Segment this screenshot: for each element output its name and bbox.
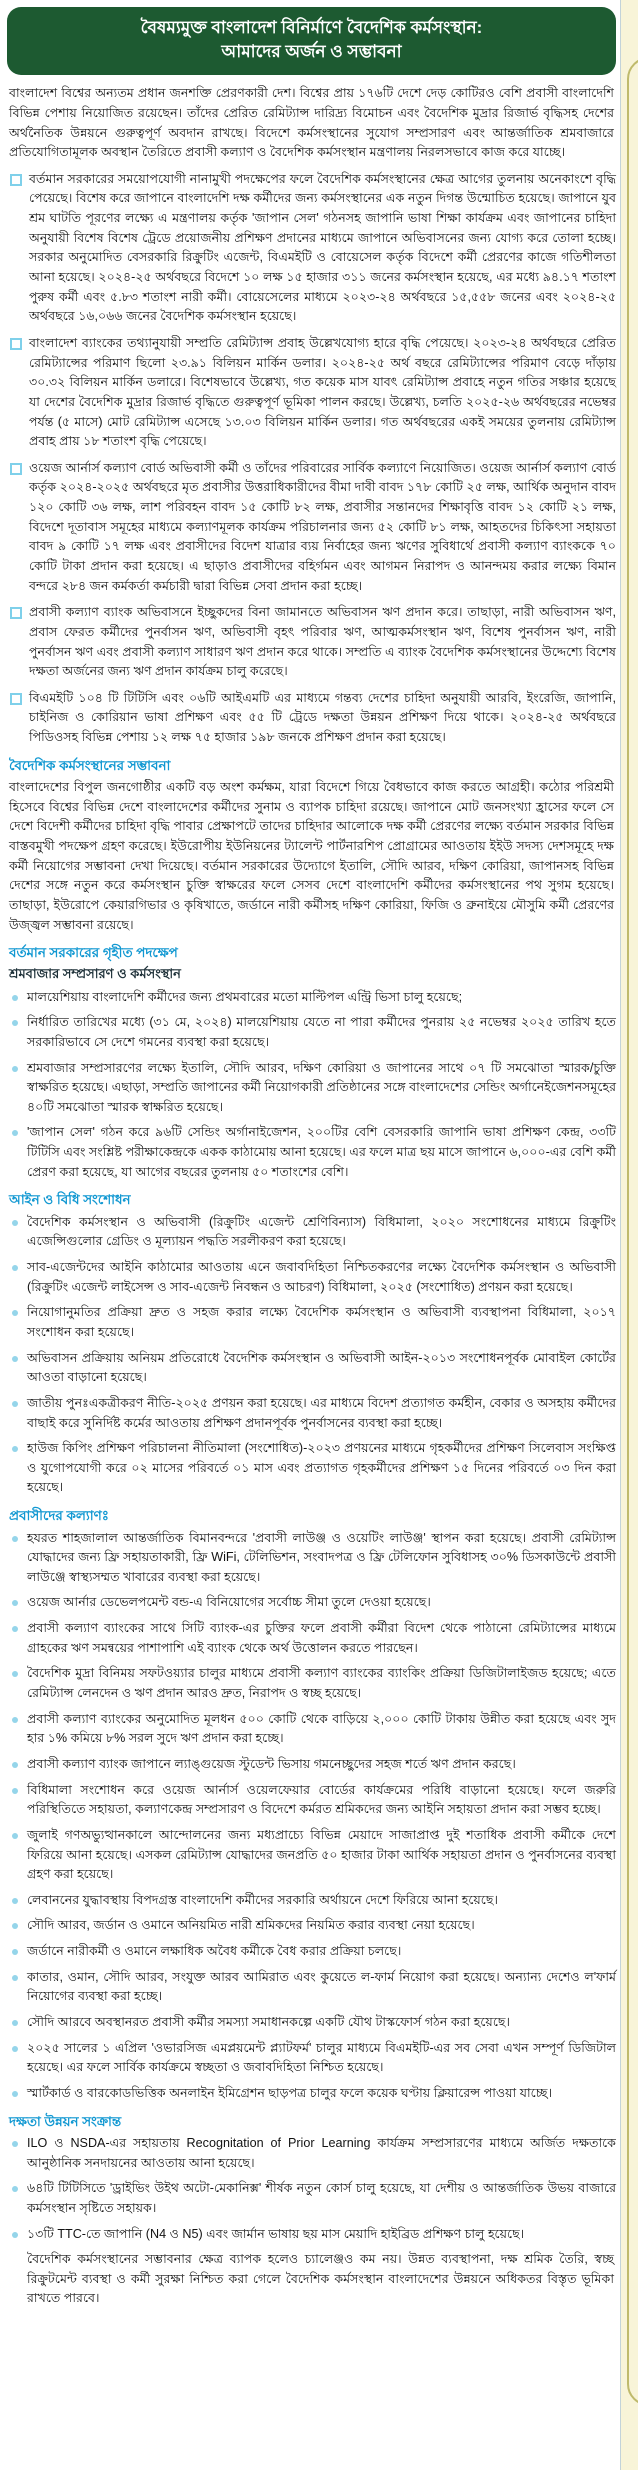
page-title: [7, 7, 616, 75]
list-item: [7, 1013, 616, 1052]
list-item: [7, 1394, 616, 1433]
square-bullet-icon: [10, 174, 22, 186]
section-heading-law-amendments: আইন ও বিধি সংশোধন: [9, 1192, 131, 1208]
dot-bullet-icon: [12, 1975, 18, 1981]
achievement-item: [7, 603, 616, 682]
achievement-text: ওয়েজ আর্নার্স কল্যাণ বোর্ড অভিবাসী কর্মী ও তাঁদের পরিবারের সার্বিক কল্যাণে নিয়োজিত। ওয়েজ আর্নার্স কল্যাণ বোর্ড কর্তৃক ২০২৪-২০২৫ অর্থবছরে মৃত প্রবাসীর উত্তরাধিকারীদের বীমা দাবী বাবদ ১৭৮ কোটি ২৫ লক্ষ, আর্থিক অনুদান বাবদ ১২০ কোটি ৩৬ লক্ষ, লাশ পরিবহন বাবদ ১৫ কোটি ৮২ লক্ষ, প্রবাসীর সন্তানদের শিক্ষাবৃত্তি বাবদ ১২ কোটি ২১ লক্ষ, বিদেশে দূতাবাস সমূহের মাধ্যমে কল্যাণমূলক কার্যক্রম পরিচালনার জন্য ৫২ কোটি ৮১ লক্ষ, আহতদের চিকিৎসা সহায়তা বাবদ ৯ কোটি ১৭ লক্ষ এবং প্রবাসীদের বিদেশ যাত্রার ব্যয় নির্বাহের জন্য ঋণের সুবিধার্থে প্রবাসী কল্যাণ ব্যাংককে ৭০ কোটি টাকা প্রদান করা হয়েছে। এ ছাড়াও প্রবাসীদের বহির্গমন এবং আগমন নিরাপদ ও আনন্দময় করার লক্ষ্যে বিমান বন্দরে ২৮৪ জন কর্মকর্তা কর্মচারী দ্বারা বিভিন্ন সেবা প্রদান করা হচ্ছে।: [29, 460, 616, 593]
achievement-item: [7, 170, 616, 327]
achievement-text: বিএমইটি ১০৪ টি টিটিসি এবং ০৬টি আইএমটি এর মাধ্যমে গন্তব্য দেশের চাহিদা অনুযায়ী আরবি, ইংরেজি, জাপানি, চাইনিজ ও কোরিয়ান ভাষা প্রশিক্ষণ এবং ৫৫ টি ট্রেডে দক্ষতা উন্নয়ন প্রশিক্ষণ দিয়ে থাকে। ২০২৪-২৫ অর্থবছরে পিডিওসহ বিভিন্ন পেশায় ১২ লক্ষ ৭৫ হাজার ১৯৮ জনকে প্রশিক্ষণ প্রদান করা হয়েছে।: [29, 690, 616, 745]
list-item: [7, 1826, 616, 1885]
list-item: [7, 1916, 616, 1936]
subsection-heading-labor-market: শ্রমবাজার সম্প্রসারণ ও কর্মসংস্থান: [9, 965, 181, 981]
list-item-text: জুলাই গণঅভ্যুত্থানকালে আন্দোলনের জন্য মধ্যপ্রাচ্যে বিভিন্ন মেয়াদে সাজাপ্রাপ্ত দুই শতাধিক প্রবাসী কর্মীকে দেশে ফিরিয়ে আনা হয়েছে। এসকল রেমিট্যান্স যোদ্ধাদের জনপ্রতি ৫০ হাজার টাকা আর্থিক সহায়তা প্রদান ও পুনর্বাসনের ব্যবস্থা গ্রহণ করা হয়েছে।: [27, 1827, 616, 1882]
section-heading-skill-development: দক্ষতা উন্নয়ন সংক্রান্ত: [9, 2113, 122, 2129]
dot-bullet-icon: [12, 2046, 18, 2052]
possibilities-paragraph: বাংলাদেশের বিপুল জনগোষ্ঠীর একটি বড় অংশ কর্মক্ষম, যারা বিদেশে গিয়ে বৈধভাবে কাজ করতে আগ্রহী। কঠোর পরিশ্রমী হিসেবে বিশ্বের বিভিন্ন দেশে বাংলাদেশের কর্মীদের সুনাম ও ব্যাপক চাহিদা রয়েছে। জাপানে মোট জনসংখ্যা হ্রাসের ফলে সে দেশে বিদেশী কর্মীদের চাহিদা বৃদ্ধি পাবার প্রেক্ষাপটে তাদের চাহিদার আলোকে দক্ষ কর্মী প্রেরণের লক্ষ্যে বর্তমান সরকার বিভিন্ন বাস্তবমুখী পদক্ষেপ গ্রহণ করেছে। ইউরোপীয় ইউনিয়নের ট্যালেন্ট পার্টনারশিপ প্রোগ্রামের আওতায় ইইউ সদস্য দেশসমূহে দক্ষ কর্মী নিয়োগের সম্ভাবনা দেখা দিয়েছে। বর্তমান সরকারের উদ্যোগে ইতালি, সৌদি আরব, দক্ষিণ কোরিয়া, জাপানসহ বিভিন্ন দেশের সঙ্গে নতুন করে কর্মসংস্থান চুক্তি স্বাক্ষরের ফলে সেসব দেশে বাংলাদেশি কর্মীদের কর্মসংস্থানের পথ সুগম হয়েছে। তাছাড়া, ইউরোপে কেয়ারগিভার ও কৃষিখাতে, জর্ডানে নারী কর্মীসহ দক্ষিণ কোরিয়া, ফিজি ও ব্রুনাইয়ে মৌসুমি কর্মী প্রেরণের উজ্জ্বল সম্ভাবনা রয়েছে।: [9, 780, 614, 932]
law-amendments-list: [7, 1213, 616, 1498]
dot-bullet-icon: [12, 1310, 18, 1316]
list-item-text: বৈদেশিক মুদ্রা বিনিময় সফটওয়্যার চালুর মাধ্যমে প্রবাসী কল্যাণ ব্যাংকের ব্যাংকিং প্রক্রিয়া ডিজিটালাইজড হয়েছে; এতে রেমিট্যান্স লেনদেন ও ঋণ প্রদান আরও দ্রুত, নিরাপদ ও স্বচ্ছ হয়েছে।: [27, 1666, 616, 1701]
list-item: [7, 1781, 616, 1820]
dot-bullet-icon: [12, 1536, 18, 1542]
dot-bullet-icon: [12, 1130, 18, 1136]
achievement-item: [7, 334, 616, 452]
list-item-text: নির্ধারিত তারিখের মধ্যে (৩১ মে, ২০২৪) মালয়েশিয়ায় যেতে না পারা কর্মীদের পুনরায় ২৫ নভেম্বর ২০২৫ তারিখ হতে সরকারিভাবে সে দেশে গমনের ব্যবস্থা করা হয়েছে।: [27, 1015, 616, 1049]
list-item: [7, 1593, 616, 1613]
list-item: [7, 2179, 616, 2218]
achievement-text: বাংলাদেশ ব্যাংকের তথ্যানুযায়ী সম্প্রতি রেমিট্যান্স প্রবাহ উল্লেখযোগ্য হারে বৃদ্ধি পেয়েছে। ২০২৩-২৪ অর্থবছরে প্রেরিত রেমিট্যান্সের পরিমাণ ছিলো ২৩.৯১ বিলিয়ন মার্কিন ডলার। ২০২৪-২৫ অর্থ বছরে রেমিট্যান্সের পরিমাণ বেড়ে দাঁড়ায় ৩০.৩২ বিলিয়ন মার্কিন ডলারে। বিশেষভাবে উল্লেখ্য, গত কয়েক মাস যাবৎ রেমিট্যান্স প্রবাহে নতুন গতির সঞ্চার হয়েছে যা দেশের বৈদেশিক মুদ্রার রিজার্ভ বৃদ্ধিতে গুরুত্বপূর্ণ ভূমিকা পালন করছে। উল্লেখ্য, চলতি ২০২৫-২৬ অর্থবছরের নভেম্বর পর্যন্ত (৫ মাসে) মোট রেমিট্যান্স এসেছে ১৩.০৩ বিলিয়ন মার্কিন ডলার। গত অর্থবছরের একই সময়ের তুলনায় রেমিট্যান্স প্রবাহ প্রায় ১৮ শতাংশ বৃদ্ধি পেয়েছে।: [29, 335, 616, 449]
list-item-text: প্রবাসী কল্যাণ ব্যাংক জাপানে ল্যাঙ্গুয়েজ স্টুডেন্ট ভিসায় গমনেচ্ছুদের সহজ শর্তে ঋণ প্রদান করছে।: [27, 1756, 516, 1771]
list-item-text: লেবাননের যুদ্ধাবস্থায় বিপদগ্রস্ত বাংলাদেশি কর্মীদের সরকারি অর্থায়নে দেশে ফিরিয়ে আনা হয়েছে।: [27, 1892, 499, 1907]
skill-development-list: [7, 2134, 616, 2244]
list-item-text: ১৩টি TTC-তে জাপানি (N4 ও N5) এবং জার্মান ভাষায় ছয় মাস মেয়াদি হাইব্রিড প্রশিক্ষণ চালু হয়েছে।: [27, 2226, 525, 2241]
dot-bullet-icon: [12, 1356, 18, 1362]
list-item: [7, 1529, 616, 1588]
dot-bullet-icon: [12, 2186, 18, 2192]
dot-bullet-icon: [12, 1220, 18, 1226]
list-item: [7, 1968, 616, 2007]
dot-bullet-icon: [12, 1671, 18, 1677]
dot-bullet-icon: [12, 1788, 18, 1794]
dot-bullet-icon: [12, 1762, 18, 1768]
dot-bullet-icon: [12, 1898, 18, 1904]
labor-market-list: [7, 988, 616, 1183]
dot-bullet-icon: [12, 1833, 18, 1839]
dot-bullet-icon: [12, 1066, 18, 1072]
list-item: [7, 1755, 616, 1775]
list-item: [7, 2084, 616, 2104]
list-item-text: বৈদেশিক কর্মসংস্থান ও অভিবাসী (রিক্রুটিং এজেন্ট শ্রেণিবিন্যাস) বিধিমালা, ২০২০ সংশোধনের মাধ্যমে রিক্রুটিং এজেন্সিগুলোর গ্রেডিং ও মূল্যায়ন পদ্ধতি সরলীকরণ করা হয়েছে।: [27, 1214, 616, 1249]
achievement-item: [7, 689, 616, 748]
dot-bullet-icon: [12, 2141, 18, 2147]
list-item-text: ILO ও NSDA-এর সহায়তায় Recognitation of Prior Learning কার্যক্রম সম্প্রসারণের মাধ্যমে অর্জিত দক্ষতাকে আনুষ্ঠানিক সনদায়নের আওতায় আনা হয়েছে।: [27, 2135, 616, 2170]
list-item-text: সৌদি আরব, জর্ডান ও ওমানে অনিয়মিত নারী শ্রমিকদের নিয়মিত করার ব্যবস্থা নেয়া হয়েছে।: [27, 1918, 475, 1933]
list-item-text: মালয়েশিয়ায় বাংলাদেশি কর্মীদের জন্য প্রথমবারের মতো মাল্টিপল এন্ট্রি ভিসা চালু হয়েছে;: [27, 989, 463, 1004]
square-bullet-icon: [10, 693, 22, 705]
list-item: [7, 1059, 616, 1118]
achievement-text: প্রবাসী কল্যাণ ব্যাংক অভিবাসনে ইচ্ছুকদের বিনা জামানতে অভিবাসন ঋণ প্রদান করে। তাছাড়া, নারী অভিবাসন ঋণ, প্রবাস ফেরত কর্মীদের পুনর্বাসন ঋণ, অভিবাসী বৃহৎ পরিবার ঋণ, আত্মকর্মসংস্থান ঋণ, বিশেষ পুনর্বাসন ঋণ, নারী পুনর্বাসন ঋণ এবং প্রবাসী কল্যাণ সাধারণ ঋণ প্রদান করে থাকে। সম্প্রতি এ ব্যাংক বৈদেশিক কর্মসংস্থানের উদ্দেশ্যে বিশেষ দক্ষতা অর্জনের জন্য ঋণ প্রদান কার্যক্রম চালু করেছে।: [29, 605, 616, 679]
section-heading-government-steps: বর্তমান সরকারের গৃহীত পদক্ষেপ: [9, 945, 178, 961]
list-item-text: হযরত শাহজালাল আন্তর্জাতিক বিমানবন্দরে 'প্রবাসী লাউঞ্জ ও ওয়েটিং লাউঞ্জ' স্থাপন করা হয়েছে। প্রবাসী রেমিট্যান্স যোদ্ধাদের জন্য ফ্রি সহায়তাকারী, ফ্রি WiFi, টেলিভিশন, সংবাদপত্র ও ফ্রি টেলিফোন সুবিধাসহ ৩০% ডিসকাউন্টে প্রবাসী লাউঞ্জে স্বাস্থ্যসম্মত খাবারের ব্যবস্থা করা হয়েছে।: [27, 1530, 616, 1584]
list-item: [7, 1891, 616, 1911]
achievement-text: বর্তমান সরকারের সময়োপযোগী নানামুখী পদক্ষেপের ফলে বৈদেশিক কর্মসংস্থানের ক্ষেত্র আগের তুলনায় অনেকাংশে বৃদ্ধি পেয়েছে। বিশেষ করে জাপানে বাংলাদেশি দক্ষ কর্মীদের জন্য কর্মসংস্থানের এক নতুন দিগন্ত উন্মোচিত হয়েছে। জাপানে যুব শ্রম ঘাটতি পূরণের লক্ষ্যে এ মন্ত্রণালয় কর্তৃক 'জাপান সেল' গঠনসহ জাপানি ভাষা শিক্ষা কার্যক্রম এবং জাপানের চাহিদা অনুযায়ী বিশেষ বিশেষ ট্রেডে প্রয়োজনীয় প্রশিক্ষণ প্রদানের মাধ্যমে জাপানে অভিবাসনের জন্য যোগ্য করে তোলা হচ্ছে। সরকার অনুমোদিত বেসরকারি রিক্রুটিং এজেন্ট, বিএমইটি ও বোয়েসেল কর্তৃক বিদেশে কর্মী প্রেরণের কাজে গতিশীলতা আনা হয়েছে। ২০২৪-২৫ অর্থবছরে বিদেশে ১০ লক্ষ ১৫ হাজার ৩১১ জনের কর্মসংস্থান হয়েছে, এর মধ্যে ৯৪.১৭ শতাংশ পুরুষ কর্মী এবং ৫.৮৩ শতাংশ নারী কর্মী। বোয়েসেলের মাধ্যমে ২০২৩-২৪ অর্থবছরে ১৫,৫৫৮ জনের এবং ২০২৪-২৫ অর্থবছরে ১৬,০৬৬ জনের বৈদেশিক কর্মসংস্থান হয়েছে।: [29, 171, 616, 324]
list-item-text: শ্রমবাজার সম্প্রসারণের লক্ষ্যে ইতালি, সৌদি আরব, দক্ষিণ কোরিয়া ও জাপানের সাথে ০৭ টি সমঝোতা স্মারক/চুক্তি স্বাক্ষরিত হয়েছে। এছাড়া, সম্প্রতি জাপানের কর্মী নিয়োগকারী প্রতিষ্ঠানের সঙ্গে বাংলাদেশের সেন্ডিং অর্গানেইজেশনসমূহের ৪০টি সমঝোতা স্মারক স্বাক্ষরিত হয়েছে।: [27, 1060, 616, 1114]
list-item-text: সাব-এজেন্টদের আইনি কাঠামোর আওতায় এনে জবাবদিহিতা নিশ্চিতকরণের লক্ষ্যে বৈদেশিক কর্মসংস্থান ও অভিবাসী (রিক্রুটিং এজেন্ট লাইসেন্স ও সাব-এজেন্ট নিবন্ধন ও আচরণ) বিধিমালা, ২০২৫ (সংশোধিত) প্রণয়ন করা হয়েছে।: [27, 1260, 616, 1294]
dot-bullet-icon: [12, 2091, 18, 2097]
list-item-text: সৌদি আরবে অবস্থানরত প্রবাসী কর্মীর সমস্যা সমাধানকল্পে একটি যৌথ টাস্কফোর্স গঠন করা হয়েছে।: [27, 2015, 511, 2029]
list-item-text: জর্ডানে নারীকর্মী ও ওমানে লক্ষাধিক অবৈধ কর্মীকে বৈধ করার প্রক্রিয়া চলছে।: [27, 1944, 402, 1959]
list-item: [7, 1213, 616, 1252]
list-item-text: 'জাপান সেল' গঠন করে ৯৬টি সেন্ডিং অর্গানাইজেশন, ২০০টির বেশি বেসরকারি জাপানি ভাষা প্রশিক্ষণ কেন্দ্র, ৩৩টি টিটিসি এবং সংশ্লিষ্ট পরীক্ষাকেন্দ্রকে একক কাঠামোয় আনা হয়েছে। এর ফলে মাত্র ছয় মাসে জাপানে ৬,০০০-এর বেশি কর্মী প্রেরণ করা হয়েছে, যা আগের বছরের তুলনায় ৫০ শতাংশের বেশি।: [27, 1125, 616, 1179]
list-item: [7, 1942, 616, 1962]
list-item-text: নিয়োগানুমতির প্রক্রিয়া দ্রুত ও সহজ করার লক্ষ্যে বৈদেশিক কর্মসংস্থান ও অভিবাসী ব্যবস্থাপনা বিধিমালা, ২০১৭ সংশোধন করা হয়েছে।: [27, 1305, 616, 1339]
list-item-text: ৬৪টি টিটিসিতে 'ড্রাইভিং উইথ অটো-মেকানিক্স' শীর্ষক নতুন কোর্স চালু হয়েছে, যা দেশীয় ও আন্তর্জাতিক উভয় বাজারে কর্মসংস্থান সৃষ্টিতে সহায়ক।: [27, 2181, 616, 2215]
list-item: [7, 2039, 616, 2078]
list-item-text: ওয়েজ আর্নার ডেভেলপমেন্ট বন্ড-এ বিনিয়োগের সর্বোচ্চ সীমা তুলে দেওয়া হয়েছে।: [27, 1595, 431, 1610]
page-edge-arc-border: [627, 57, 638, 2406]
dot-bullet-icon: [12, 1600, 18, 1606]
square-bullet-icon: [10, 338, 22, 350]
list-item-text: হাউজ কিপিং প্রশিক্ষণ পরিচালনা নীতিমালা (সংশোধিত)-২০২৩ প্রণয়নের মাধ্যমে গৃহকর্মীদের প্রশিক্ষণ সিলেবাস সংক্ষিপ্ত ও যুগোপযোগী করে ০২ মাসের পরিবর্তে ০১ মাস এবং প্রত্যাগত গৃহকর্মীদের প্রশিক্ষণ ১৫ দিনের পরিবর্তে ০৩ দিন করা হয়েছে।: [27, 1441, 616, 1495]
list-item: [7, 1710, 616, 1749]
list-item-text: স্মার্টকার্ড ও বারকোডভিত্তিক অনলাইন ইমিগ্রেশন ছাড়পত্র চালুর ফলে কয়েক ঘণ্টায় ক্লিয়ারেন্স পাওয়া যাচ্ছে।: [27, 2085, 553, 2100]
list-item: [7, 1439, 616, 1498]
list-item: [7, 1664, 616, 1703]
dot-bullet-icon: [12, 1949, 18, 1955]
expatriate-welfare-list: [7, 1529, 616, 2104]
list-item: [7, 988, 616, 1008]
achievement-list: [7, 170, 616, 748]
dot-bullet-icon: [12, 1265, 18, 1271]
dot-bullet-icon: [12, 1717, 18, 1723]
conclusion-paragraph: বৈদেশিক কর্মসংস্থানের সম্ভাবনার ক্ষেত্র ব্যাপক হলেও চ্যালেঞ্জও কম নয়। উন্নত ব্যবস্থাপনা, দক্ষ শ্রমিক তৈরি, স্বচ্ছ রিক্রুটমেন্ট ব্যবস্থা ও কর্মী সুরক্ষা নিশ্চিত করা গেলে বৈদেশিক কর্মসংস্থান বাংলাদেশের উন্নয়নে অধিকতর বিস্তৃত ভূমিকা রাখতে পারবে।: [27, 2252, 614, 2306]
list-item: [7, 1349, 616, 1388]
dot-bullet-icon: [12, 2020, 18, 2026]
list-item: [7, 1123, 616, 1182]
dot-bullet-icon: [12, 1020, 18, 1026]
achievement-item: [7, 459, 616, 596]
list-item-text: বিধিমালা সংশোধন করে ওয়েজ আর্নার্স ওয়েলফেয়ার বোর্ডের কার্যক্রমের পরিধি বাড়ানো হয়েছে। ফলে জরুরি পরিস্থিতিতে সহায়তা, কল্যাণকেন্দ্র সম্প্রসারণ ও বিদেশে কর্মরত শ্রমিকদের জন্য আইনি সহায়তা প্রদান করা সম্ভব হচ্ছে।: [27, 1782, 616, 1817]
list-item: [7, 1619, 616, 1658]
list-item: [7, 1258, 616, 1297]
list-item-text: প্রবাসী কল্যাণ ব্যাংকের অনুমোদিত মূলধন ৫০০ কোটি থেকে বাড়িয়ে ২,০০০ কোটি টাকায় উন্নীত করা হয়েছে এবং সুদ হার ১% কমিয়ে ৮% সরল সুদে ঋণ প্রদান করা হচ্ছে।: [27, 1711, 616, 1746]
dot-bullet-icon: [12, 1446, 18, 1452]
list-item: [7, 1303, 616, 1342]
intro-paragraph: বাংলাদেশ বিশ্বের অন্যতম প্রধান জনশক্তি প্রেরণকারী দেশ। বিশ্বের প্রায় ১৭৬টি দেশে দেড় কোটিরও বেশি প্রবাসী বাংলাদেশি বিভিন্ন পেশায় নিয়োজিত রয়েছেন। তাঁদের প্রেরিত রেমিট্যান্স দারিদ্র্য বিমোচন এবং বৈদেশিক মুদ্রার রিজার্ভ বৃদ্ধিসহ দেশের অর্থনৈতিক উন্নয়নে গুরুত্বপূর্ণ অবদান রাখছে। বিদেশে কর্মসংস্থানের সুযোগ সম্প্রসারণ এবং আন্তর্জাতিক শ্রমবাজারে প্রতিযোগিতামূলক অবস্থান তৈরিতে প্রবাসী কল্যাণ ও বৈদেশিক কর্মসংস্থান মন্ত্রণালয় নিরলসভাবে কাজ করে যাচ্ছে।: [9, 86, 614, 160]
dot-bullet-icon: [12, 1923, 18, 1929]
list-item: [7, 2225, 616, 2245]
dot-bullet-icon: [12, 1626, 18, 1632]
list-item-text: কাতার, ওমান, সৌদি আরব, সংযুক্ত আরব আমিরাত এবং কুয়েতে ল-ফার্ম নিয়োগ করা হয়েছে। অন্যান্য দেশেও ল'ফার্ম নিয়োগের ব্যবস্থা করা হচ্ছে।: [27, 1969, 616, 2004]
section-heading-possibilities: বৈদেশিক কর্মসংস্থানের সম্ভাবনা: [9, 757, 171, 773]
page-title-line2: আমাদের অর্জন ও সম্ভাবনা: [221, 42, 402, 62]
dot-bullet-icon: [12, 1401, 18, 1407]
list-item-text: ২০২৫ সালের ১ এপ্রিল 'ওভারসিজ এমপ্লয়মেন্ট প্ল্যাটফর্ম' চালুর মাধ্যমে বিএমইটি-এর সব সেবা এখন সম্পূর্ণ ডিজিটাল হয়েছে। এর ফলে সার্বিক কার্যক্রমে স্বচ্ছতা ও জবাবদিহিতা নিশ্চিত হয়েছে।: [27, 2040, 616, 2075]
list-item: [7, 2013, 616, 2033]
section-heading-expatriate-welfare: প্রবাসীদের কল্যাণঃ: [9, 1508, 109, 1524]
square-bullet-icon: [10, 463, 22, 475]
page-title-line1: বৈষম্যমুক্ত বাংলাদেশ বিনির্মাণে বৈদেশিক কর্মসংস্থান:: [140, 18, 483, 37]
dot-bullet-icon: [12, 995, 18, 1001]
list-item-text: জাতীয় পুনঃএকত্রীকরণ নীতি-২০২৫ প্রণয়ন করা হয়েছে। এর মাধ্যমে বিদেশ প্রত্যাগত কর্মহীন, বেকার ও অসহায় কর্মীদের বাছাই করে সুনির্দিষ্ট কর্মের আওতায় প্রশিক্ষণ প্রদানপূর্বক পুনর্বাসনের ব্যবস্থা করা হচ্ছে।: [27, 1395, 616, 1430]
list-item-text: প্রবাসী কল্যাণ ব্যাংকের সাথে সিটি ব্যাংক-এর চুক্তির ফলে প্রবাসী কর্মীরা বিদেশ থেকে পাঠানো রেমিট্যান্সের মাধ্যমে গ্রাহকের ঋণ সমন্বয়ের পাশাপাশি এই ব্যাংক থেকে অর্থ উত্তোলন করতে পারছেন।: [27, 1621, 616, 1655]
list-item-text: অভিবাসন প্রক্রিয়ায় অনিয়ম প্রতিরোধে বৈদেশিক কর্মসংস্থান ও অভিবাসী আইন-২০১৩ সংশোধনপূর্বক মোবাইল কোর্টের আওতা বাড়ানো হয়েছে।: [27, 1350, 616, 1385]
list-item: [7, 2134, 616, 2173]
dot-bullet-icon: [12, 2232, 18, 2238]
square-bullet-icon: [10, 607, 22, 619]
